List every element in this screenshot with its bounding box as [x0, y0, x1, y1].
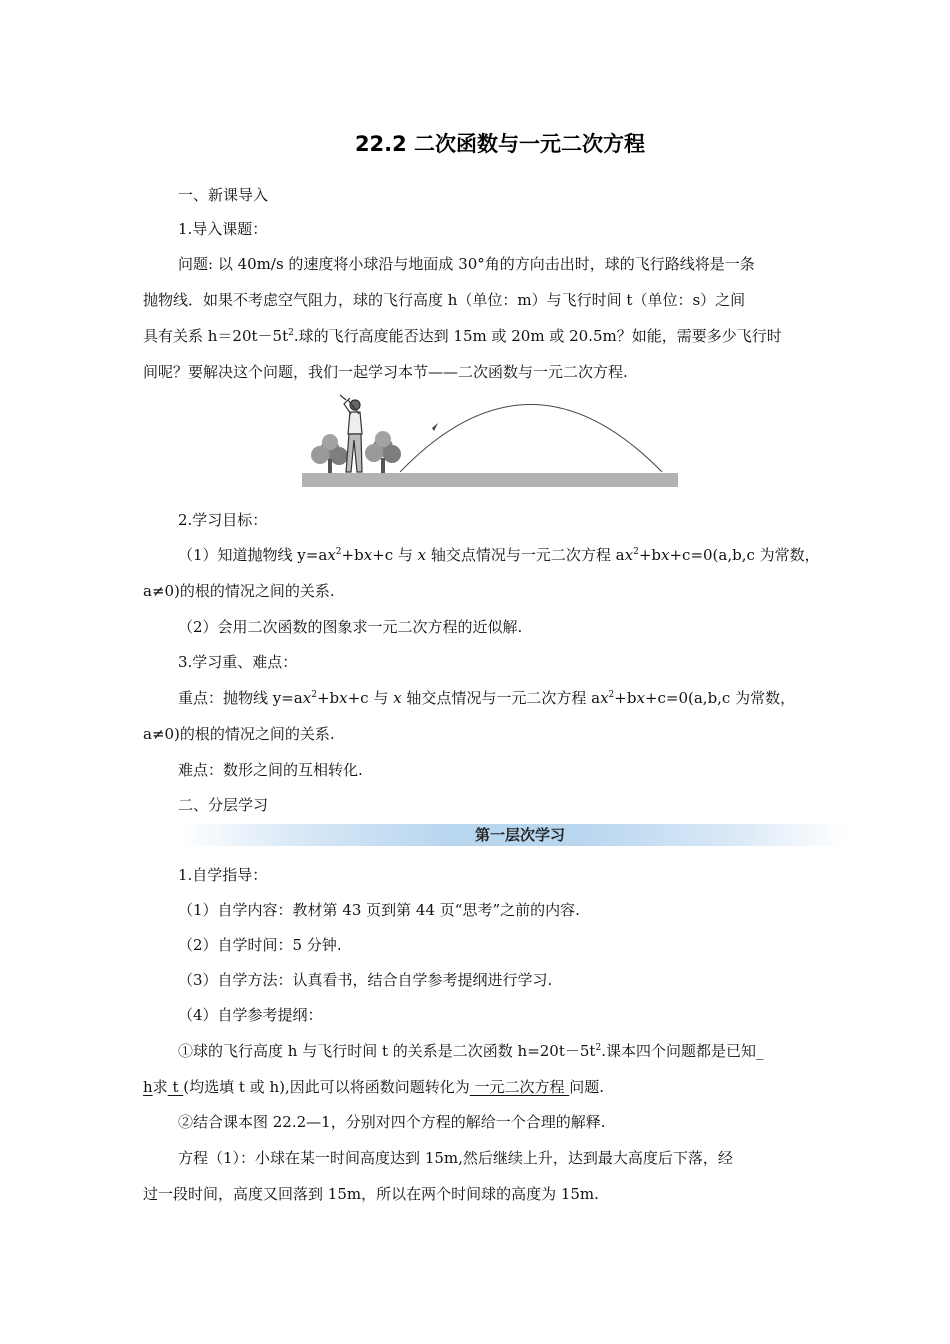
problem-line-4: 间呢？要解决这个问题，我们一起学习本节——二次函数与一元二次方程.: [143, 363, 628, 381]
goal-1: （1）知道抛物线 $y=ax^2+bx+c$ 与 x 轴交点情况与一元二次方程 $ax^2+bx+c=0(a,b,c$ 为常数，: [178, 546, 820, 564]
equation-1-line-1: 方程（1）：小球在某一时间高度达到 15m,然后继续上升，达到最大高度后下落，经: [178, 1149, 733, 1167]
key-point-continued: a≠0)的根的情况之间的关系.: [143, 725, 335, 743]
outline-item-2: ②结合课本图 22.2—1，分别对四个方程的解给一个合理的解释.: [178, 1113, 606, 1131]
guide-item-2: （2）自学时间：5 分钟.: [178, 936, 342, 954]
fill-blank-t: t: [167, 1078, 184, 1096]
section-heading-intro: 一、新课导入: [178, 186, 269, 204]
goal-1-continued: a≠0)的根的情况之间的关系.: [143, 582, 335, 600]
level-banner: [178, 824, 848, 846]
goal-2: （2）会用二次函数的图象求一元二次方程的近似解.: [178, 618, 523, 636]
key-points-label: 3.学习重、难点：: [178, 653, 298, 671]
guide-item-4: （4）自学参考提纲：: [178, 1006, 323, 1024]
ball-trajectory: [400, 405, 662, 473]
right-tree: [365, 431, 401, 473]
problem-line-3: 具有关系 $h=20t-5t^2$.球的飞行高度能否达到 15m 或 20m 或 20.5m？如能，需要多少飞行时: [143, 327, 782, 345]
difficulty: 难点：数形之间的互相转化.: [178, 761, 363, 779]
fill-blank-equation: 一元二次方程: [469, 1078, 570, 1096]
outline-item-1-continued: h求 t (均选填 t 或 h),因此可以将函数问题转化为 一元二次方程 问题.: [143, 1078, 605, 1096]
ground: [302, 473, 678, 487]
golf-trajectory-illustration: [300, 392, 680, 490]
equation-1-line-2: 过一段时间，高度又回落到 15m，所以在两个时间球的高度为 15m.: [143, 1185, 599, 1203]
key-point: 重点：抛物线 $y=ax^2+bx+c$ 与 x 轴交点情况与一元二次方程 $ax^2+bx+c=0(a,b,c$ 为常数，: [178, 689, 796, 707]
problem-line-1: 问题: 以 40m/s 的速度将小球沿与地面成 30°角的方向击出时，球的飞行路线将是一条: [178, 255, 755, 273]
level-banner-label: 第一层次学习: [474, 826, 565, 844]
guide-label: 1.自学指导：: [178, 866, 268, 884]
fill-blank-h: h: [143, 1078, 153, 1096]
direction-arrow: [432, 423, 438, 431]
guide-item-3: （3）自学方法：认真看书，结合自学参考提纲进行学习.: [178, 971, 553, 989]
left-tree: [311, 434, 348, 473]
guide-item-1: （1）自学内容：教材第 43 页到第 44 页“思考”之前的内容.: [178, 901, 580, 919]
goals-label: 2.学习目标：: [178, 511, 268, 529]
problem-line-2: 抛物线．如果不考虑空气阻力，球的飞行高度 h（单位：m）与飞行时间 t（单位：s）之间: [143, 291, 746, 309]
page-title: 22.2 二次函数与一元二次方程: [354, 132, 646, 156]
intro-label: 1.导入课题：: [178, 220, 268, 238]
section-heading-layered: 二、分层学习: [178, 796, 269, 814]
outline-item-1: ①球的飞行高度 h 与飞行时间 t 的关系是二次函数 $h=20t-5t^2$.课本四个问题都是已知_: [178, 1042, 764, 1060]
